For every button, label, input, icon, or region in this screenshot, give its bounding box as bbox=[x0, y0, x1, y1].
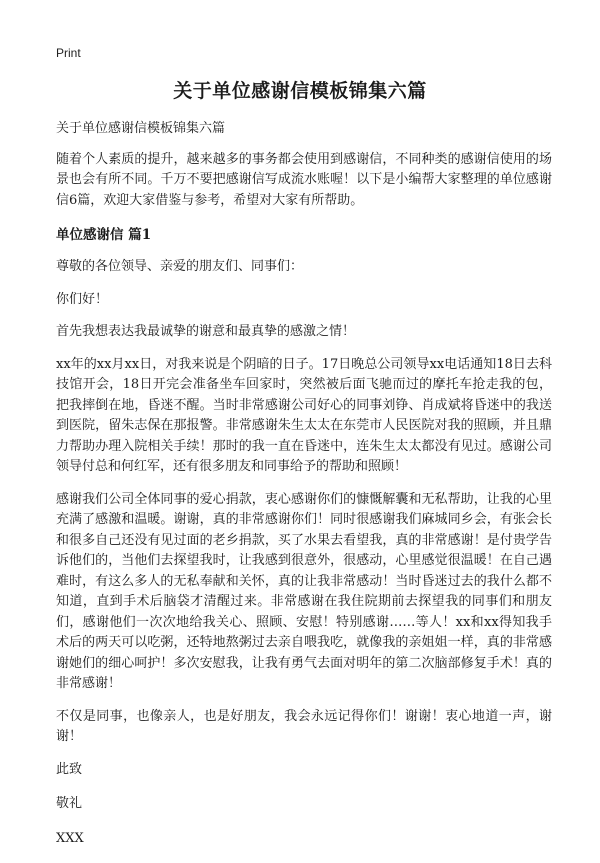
intro-paragraph: 随着个人素质的提升，越来越多的事务都会使用到感谢信，不同种类的感谢信使用的场景也会有所不同。千万不要把感谢信写成流水账喔！以下是小编帮大家整理的单位感谢信6篇，欢迎大家借鉴与参考，希望对大家有所帮助。 bbox=[56, 151, 552, 208]
body-paragraph-2: 感谢我们公司全体同事的爱心捐款，衷心感谢你们的慷慨解囊和无私帮助，让我的心里充满了感激和温暖。谢谢，真的非常感谢你们！同时很感谢我们麻城同乡会，有张会长和很多自己还没有见过面的老乡捐款，买了水果去看望我，真的非常感谢！是付贵学告诉他们的，当他们去探望我时，让我感到很意外，很感动，心里感觉很温暖！在自己遇难时，有这么多人的无私奉献和关怀，真的让我非常感动！当时昏迷过去的我什么都不知道，直到手术后脑袋才清醒过来。非常感谢在我住院期前去探望我的同事们和朋友们，感谢他们一次次地给我关心、照顾、安慰！特别感谢……等人！xx和xx得知我手术后的两天可以吃粥，还特地熬粥过去亲自喂我吃，就像我的亲姐姐一样，真的非常感谢她们的细心呵护！多次安慰我，让我有勇气去面对明年的第二次脑部修复手术！真的非常感谢！ bbox=[56, 491, 552, 691]
opening-paragraph: 首先我想表达我最诚挚的谢意和最真挚的感激之情！ bbox=[56, 324, 356, 339]
body-paragraph-3: 不仅是同事，也像亲人，也是好朋友，我会永远记得你们！谢谢！衷心地道一声，谢谢！ bbox=[56, 708, 552, 744]
greeting: 你们好！ bbox=[56, 291, 109, 307]
signature: XXX bbox=[56, 830, 84, 846]
print-link[interactable]: Print bbox=[56, 46, 81, 60]
body-paragraph-1: xx年的xx月xx日，对我来说是个阴暗的日子。17日晚总公司领导xx电话通知18日去科技馆开会，18日开完会准备坐车回家时，突然被后面飞驰而过的摩托车抢走我的包，把我摔倒在地，昏迷不醒。当时非常感谢公司好心的同事刘铮、肖成斌将昏迷中的我送到医院，留朱志保在那报警。非常感谢朱生太太在东莞市人民医院对我的照顾，并且鼎力帮助办理入院相关手续！那时的我一直在昏迷中，连朱生太太都没有见过。感谢公司领导付总和何红军，还有很多朋友和同事给予的帮助和照顾！ bbox=[56, 356, 552, 474]
section-heading: 单位感谢信 篇1 bbox=[56, 227, 152, 243]
closing-line-1: 此致 bbox=[56, 761, 83, 777]
document-body bbox=[56, 119, 552, 863]
salutation: 尊敬的各位领导、亲爱的朋友们、同事们： bbox=[56, 259, 304, 274]
document-subtitle: 关于单位感谢信模板锦集六篇 bbox=[56, 121, 226, 136]
page-title: 关于单位感谢信模板锦集六篇 bbox=[173, 80, 427, 102]
closing-line-2: 敬礼 bbox=[56, 796, 83, 811]
